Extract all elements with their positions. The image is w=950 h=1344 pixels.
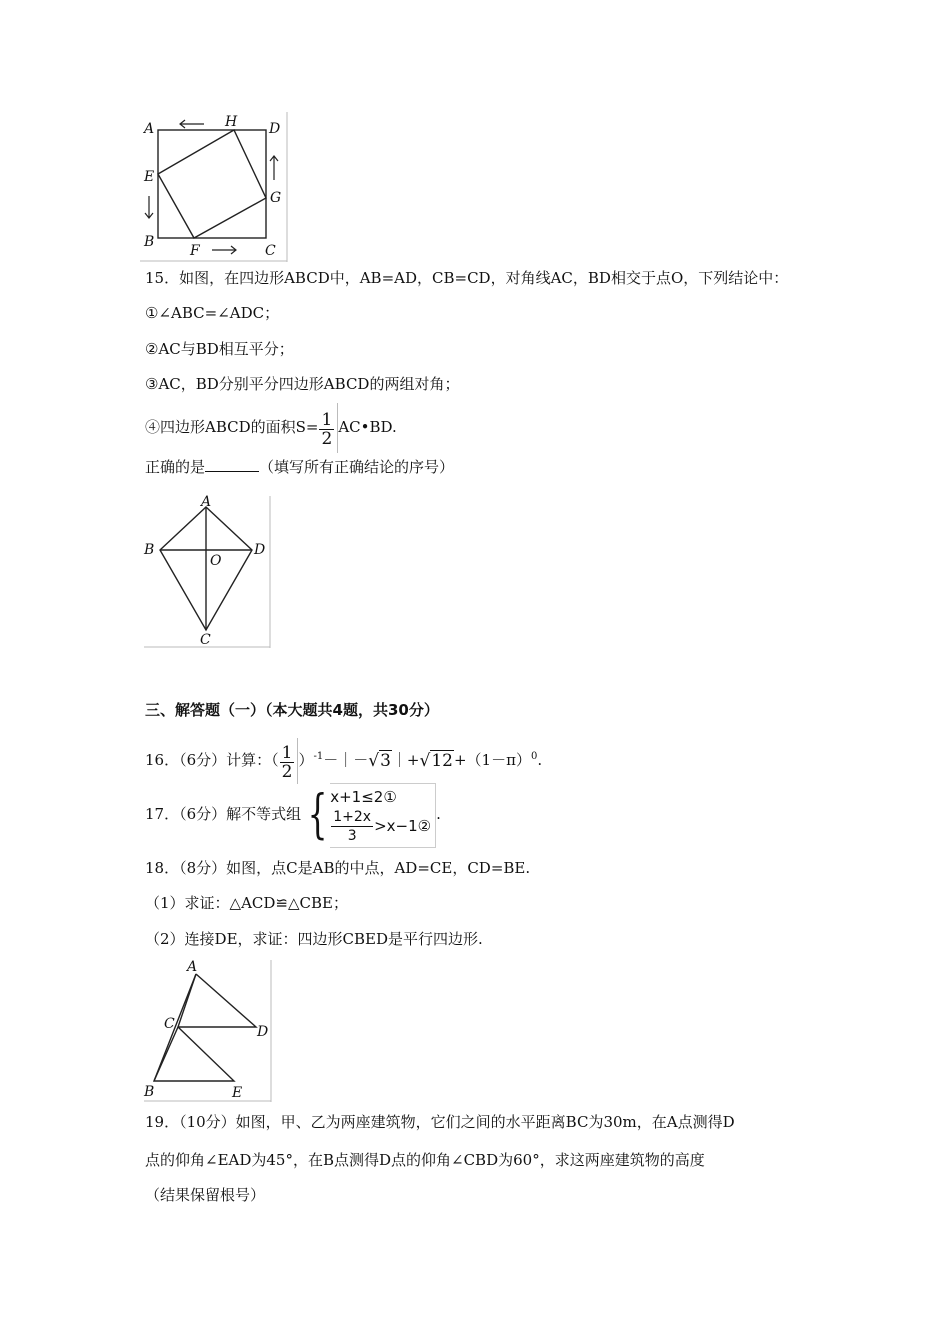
label-D: D bbox=[257, 1024, 269, 1040]
label-F: F bbox=[190, 243, 200, 259]
q15-choice-1: ①∠ABC=∠ADC； bbox=[145, 304, 280, 322]
figure-kite-abcd bbox=[140, 492, 272, 650]
figure-triangles-acd-cbe bbox=[140, 956, 274, 1104]
fraction-half: $\frac{1}{2}$ bbox=[321, 409, 333, 449]
q15-c4-pre: ④四边形ABCD的面积S= bbox=[145, 418, 319, 436]
q18-part-2: （2）连接DE，求证：四边形CBED是平行四边形. bbox=[145, 930, 483, 948]
q19-line-1: 19．（10分）如图，甲、乙为两座建筑物，它们之间的水平距离BC为30m，在A点测得D bbox=[145, 1113, 735, 1131]
label-C: C bbox=[200, 632, 211, 648]
answer-blank[interactable] bbox=[205, 457, 259, 472]
label-A: A bbox=[187, 959, 198, 975]
label-B: B bbox=[144, 542, 155, 558]
label-G: G bbox=[270, 190, 282, 206]
sqrt-3: √3 bbox=[368, 751, 391, 771]
label-B: B bbox=[144, 234, 155, 250]
sqrt-12: √12 bbox=[419, 751, 453, 771]
q17-line: 17．（6分）解不等式组 { x+1≤2① $\frac{1+2x}{3}$ >x−1② . bbox=[145, 778, 441, 850]
label-E: E bbox=[144, 169, 155, 185]
brace: { bbox=[307, 785, 328, 845]
label-B: B bbox=[144, 1084, 155, 1100]
label-C: C bbox=[265, 243, 276, 259]
label-E: E bbox=[232, 1085, 243, 1101]
label-A: A bbox=[201, 494, 212, 510]
q15-choice-2: ②AC与BD相互平分； bbox=[145, 340, 294, 358]
fraction-half: $\frac{1}{2}$ bbox=[281, 742, 293, 782]
q15-choice-3: ③AC，BD分别平分四边形ABCD的两组对角； bbox=[145, 375, 460, 393]
q19-line-2: 点的仰角∠EAD为45°，在B点测得D点的仰角∠CBD为60°，求这两座建筑物的高度 bbox=[145, 1151, 705, 1169]
figure-square-efgh bbox=[140, 112, 290, 262]
inequality-system: x+1≤2① $\frac{1+2x}{3}$ >x−1② bbox=[330, 783, 436, 848]
label-O: O bbox=[210, 553, 222, 569]
label-C: C bbox=[164, 1016, 175, 1032]
section-3-heading: 三、解答题（一）（本大题共4题，共30分） bbox=[145, 701, 439, 719]
q18-stem: 18．（8分）如图，点C是AB的中点，AD=CE，CD=BE. bbox=[145, 859, 531, 877]
label-D: D bbox=[269, 121, 281, 137]
q15-c4-post: AC•BD. bbox=[338, 418, 397, 436]
label-D: D bbox=[254, 542, 266, 558]
q18-part-1: （1）求证：△ACD≌△CBE； bbox=[145, 894, 348, 912]
q15-choice-4 bbox=[145, 402, 397, 453]
label-H: H bbox=[225, 114, 238, 130]
q16-line: 16．（6分）计算：（ $\frac{1}{2}$ ）$^{-1}-|-√3|+√12+(1-\pi)^0$. bbox=[145, 734, 542, 784]
q15-stem: 15．如图，在四边形ABCD中，AB=AD，CB=CD，对角线AC，BD相交于点O，下列结论中： bbox=[145, 269, 789, 287]
label-A: A bbox=[144, 121, 155, 137]
q15-answer-line: 正确的是 （填写所有正确结论的序号） bbox=[145, 458, 455, 476]
q19-line-3: （结果保留根号） bbox=[145, 1186, 266, 1204]
